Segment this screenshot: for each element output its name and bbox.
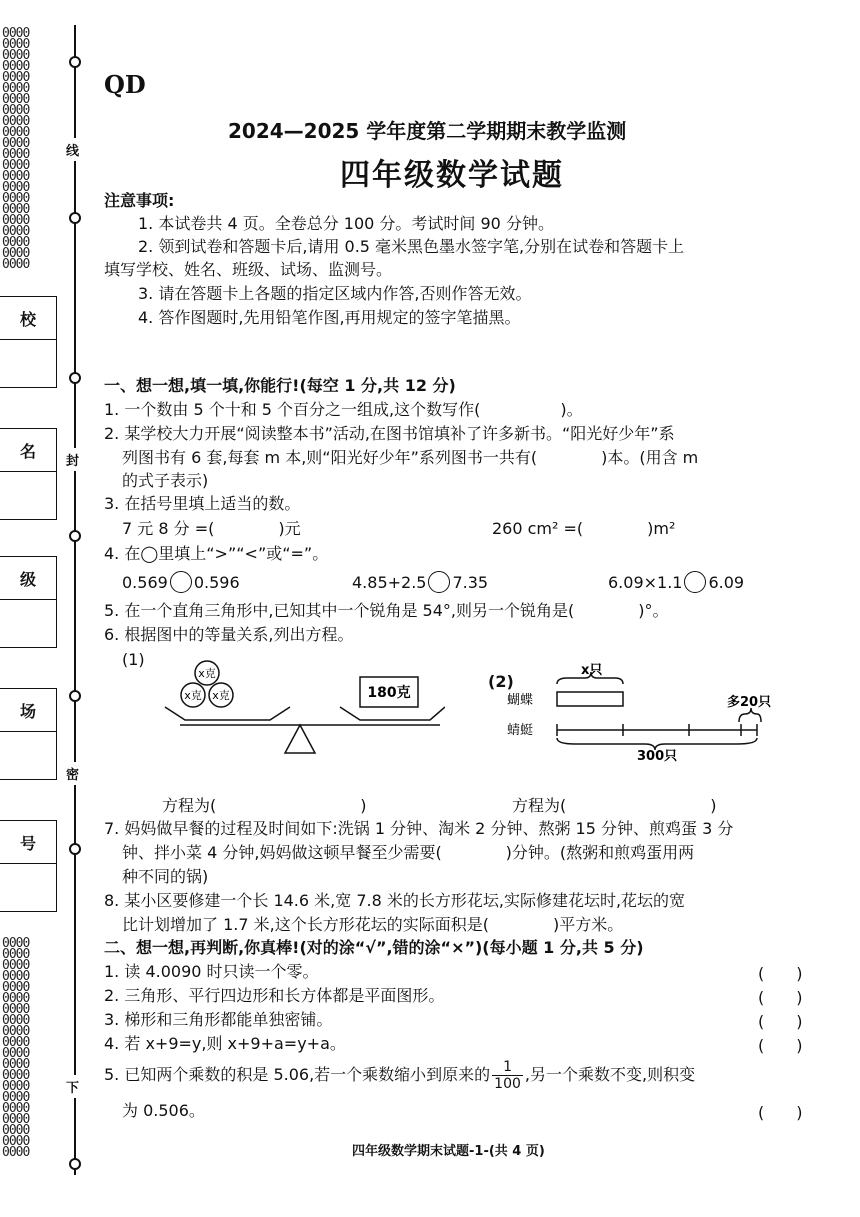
paper-code: QD	[104, 70, 146, 99]
judge-answer-2[interactable]: ( )	[758, 988, 803, 1007]
question-1-3a: 7 元 8 分 =( )元	[122, 519, 301, 538]
seal-label-mi: 密	[66, 762, 79, 785]
seal-hole	[69, 56, 81, 68]
question-1-7-line2: 钟、拌小菜 4 分钟,妈妈做这顿早餐至少需要( )分钟。(熬粥和煎鸡蛋用两	[122, 843, 695, 862]
exam-number-field[interactable]: 号	[0, 820, 57, 912]
name-field[interactable]: 名	[0, 428, 57, 520]
note-item: 2. 领到试卷和答题卡后,请用 0.5 毫米黑色墨水签字笔,分别在试卷和答题卡上	[138, 237, 685, 256]
block-label: 180克	[367, 685, 411, 701]
fulcrum-triangle	[285, 725, 315, 753]
school-field[interactable]: 校	[0, 296, 57, 388]
more-label: 多20只	[727, 695, 772, 710]
equation-1-blank: 方程为( )	[162, 796, 367, 815]
question-1-5: 5. 在一个直角三角形中,已知其中一个锐角是 54°,则另一个锐角是( )°。	[104, 601, 669, 620]
seal-hole	[69, 690, 81, 702]
compare-c: 6.09×1.1 6.09	[608, 573, 745, 592]
question-1-6: 6. 根据图中的等量关系,列出方程。	[104, 625, 354, 644]
question-1-2-line3: 的式子表示)	[122, 471, 209, 490]
question-1-7-line3: 种不同的锅)	[122, 867, 209, 886]
equation-2-blank: 方程为( )	[512, 796, 717, 815]
ball-label: x克	[198, 667, 216, 680]
exam-subtitle: 2024—2025 学年度第二学期期末教学监测	[228, 119, 627, 143]
seal-hole	[69, 212, 81, 224]
judge-question-5-line2: 为 0.506。	[122, 1101, 205, 1120]
judge-question-1: 1. 读 4.0090 时只读一个零。	[104, 962, 319, 981]
judge-question-4: 4. 若 x+9=y,则 x+9+a=y+a。	[104, 1034, 346, 1053]
note-item: 1. 本试卷共 4 页。全卷总分 100 分。考试时间 90 分钟。	[138, 214, 554, 233]
note-item: 填写学校、姓名、班级、试场、监测号。	[104, 260, 393, 279]
seal-label-xian: 线	[66, 138, 79, 161]
compare-circle-c[interactable]	[684, 571, 706, 593]
figure-2-label: (2)	[488, 672, 514, 691]
seal-hole	[69, 530, 81, 542]
question-1-4: 4. 在◯里填上“>”“<”或“=”。	[104, 544, 329, 563]
class-field[interactable]: 级	[0, 556, 57, 648]
question-1-8-line2: 比计划增加了 1.7 米,这个长方形花坛的实际面积是( )平方米。	[122, 915, 624, 934]
judge-question-3: 3. 梯形和三角形都能单独密铺。	[104, 1010, 333, 1029]
compare-circle-a[interactable]	[170, 571, 192, 593]
question-1-3: 3. 在括号里填上适当的数。	[104, 494, 301, 513]
notes-heading: 注意事项:	[104, 191, 175, 210]
binding-margin	[0, 0, 90, 1217]
question-1-7-line1: 7. 妈妈做早餐的过程及时间如下:洗锅 1 分钟、淘米 2 分钟、熬粥 15 分钟、煎鸡蛋 3 分	[104, 819, 734, 838]
compare-circle-b[interactable]	[428, 571, 450, 593]
butterfly-label: 蝴蝶	[507, 693, 534, 708]
seal-hole	[69, 843, 81, 855]
butterfly-bar	[557, 692, 623, 706]
question-1-1: 1. 一个数由 5 个十和 5 个百分之一组成,这个数写作( )。	[104, 400, 583, 419]
seal-hole	[69, 372, 81, 384]
x-label: x只	[581, 663, 603, 678]
ball-label: x克	[212, 689, 230, 702]
segment-diagram-figure	[505, 662, 775, 762]
balance-scale-figure	[155, 655, 445, 760]
dot-pattern-top: 0000 0000 0000 0000 0000 0000 0000 0000 0000 0000 0000 0000 0000 0000 0000 0000 0000 0000 0000 0000 0000 0000	[2, 26, 30, 272]
seal-line	[74, 25, 76, 1175]
judge-answer-4[interactable]: ( )	[758, 1036, 803, 1055]
compare-b: 4.85+2.5 7.35	[352, 573, 489, 592]
fraction: $\frac{1}{100}$	[494, 1059, 521, 1092]
question-1-2-line1: 2. 某学校大力开展“阅读整本书”活动,在图书馆填补了许多新书。“阳光好少年”系	[104, 424, 675, 443]
left-pan	[165, 707, 290, 720]
section1-heading: 一、想一想,填一填,你能行!(每空 1 分,共 12 分)	[104, 376, 456, 395]
total-label: 300只	[637, 749, 678, 762]
question-1-3b: 260 cm² =( )m²	[492, 519, 676, 538]
judge-answer-5[interactable]: ( )	[758, 1103, 803, 1122]
judge-answer-3[interactable]: ( )	[758, 1012, 803, 1031]
more-brace	[739, 708, 761, 722]
right-pan	[340, 707, 445, 720]
seal-label-feng: 封	[66, 448, 79, 471]
judge-question-5: 5. 已知两个乘数的积是 5.06,若一个乘数缩小到原来的 $\frac{1}{100}$ ,另一个乘数不变,则积变	[104, 1059, 696, 1092]
page-footer: 四年级数学期末试题-1-(共 4 页)	[352, 1144, 545, 1159]
judge-question-2: 2. 三角形、平行四边形和长方体都是平面图形。	[104, 986, 445, 1005]
seal-label-xia: 下	[66, 1075, 79, 1098]
note-item: 4. 答作图题时,先用铅笔作图,再用规定的签字笔描黑。	[138, 308, 521, 327]
judge-answer-1[interactable]: ( )	[758, 964, 803, 983]
dot-pattern-bottom: 0000 0000 0000 0000 0000 0000 0000 0000 0000 0000 0000 0000 0000 0000 0000 0000 0000 0000 0000 0000	[2, 936, 30, 1160]
exam-room-field[interactable]: 场	[0, 688, 57, 780]
ball-label: x克	[184, 689, 202, 702]
question-1-2-line2: 列图书有 6 套,每套 m 本,则“阳光好少年”系列图书一共有( )本。(用含 m	[122, 448, 699, 467]
compare-a: 0.569 0.596	[122, 573, 240, 592]
exam-title: 四年级数学试题	[340, 158, 564, 193]
note-item: 3. 请在答题卡上各题的指定区域内作答,否则作答无效。	[138, 284, 532, 303]
section2-heading: 二、想一想,再判断,你真棒!(对的涂“√”,错的涂“×”)(每小题 1 分,共 5 分)	[104, 938, 644, 957]
dragonfly-label: 蜻蜓	[507, 723, 534, 738]
figure-1-label: (1)	[122, 650, 145, 669]
seal-hole	[69, 1158, 81, 1170]
question-1-8-line1: 8. 某小区要修建一个长 14.6 米,宽 7.8 米的长方形花坛,实际修建花坛时,花坛的宽	[104, 891, 686, 910]
